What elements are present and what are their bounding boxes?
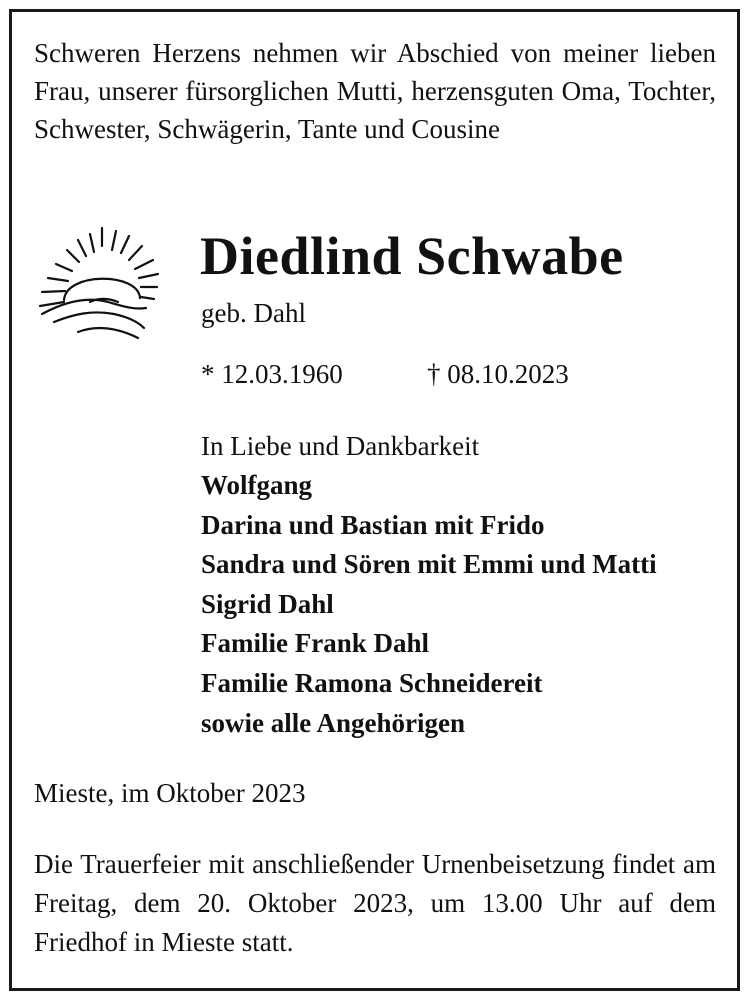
- mourner-name: Sandra und Sören mit Emmi und Matti: [201, 549, 657, 580]
- mourner-name: Sigrid Dahl: [201, 588, 334, 619]
- maiden-name: geb. Dahl: [201, 298, 306, 328]
- sun-over-hills-icon: [34, 222, 160, 344]
- mourner-name: Darina und Bastian mit Frido: [201, 509, 545, 540]
- mourner-name: Wolfgang: [201, 470, 313, 500]
- service-info: Die Trauerfeier mit anschließender Urnenbeisetzung findet am Freitag, dem 20. Oktober 2023, um 13.00 Uhr auf dem Friedhof in Mieste statt.: [34, 849, 716, 957]
- deceased-name: Diedlind Schwabe: [200, 226, 624, 286]
- mourners-lead: In Liebe und Dankbarkeit: [201, 431, 480, 461]
- mourner-name: sowie alle Angehörigen: [201, 707, 465, 738]
- intro-text: Schweren Herzens nehmen wir Abschied von meiner lieben Frau, unserer fürsorglichen Mutti, herzensguten Oma, Tochter, Schwester, Schwägerin, Tante und Cousine: [34, 38, 716, 144]
- birth-date: * 12.03.1960: [201, 359, 343, 389]
- mourner-name: Familie Ramona Schneidereit: [201, 667, 543, 698]
- mourners-list: [201, 426, 721, 743]
- death-date: † 08.10.2023: [427, 359, 569, 389]
- place-date: Mieste, im Oktober 2023: [34, 778, 306, 808]
- mourner-name: Familie Frank Dahl: [201, 628, 429, 659]
